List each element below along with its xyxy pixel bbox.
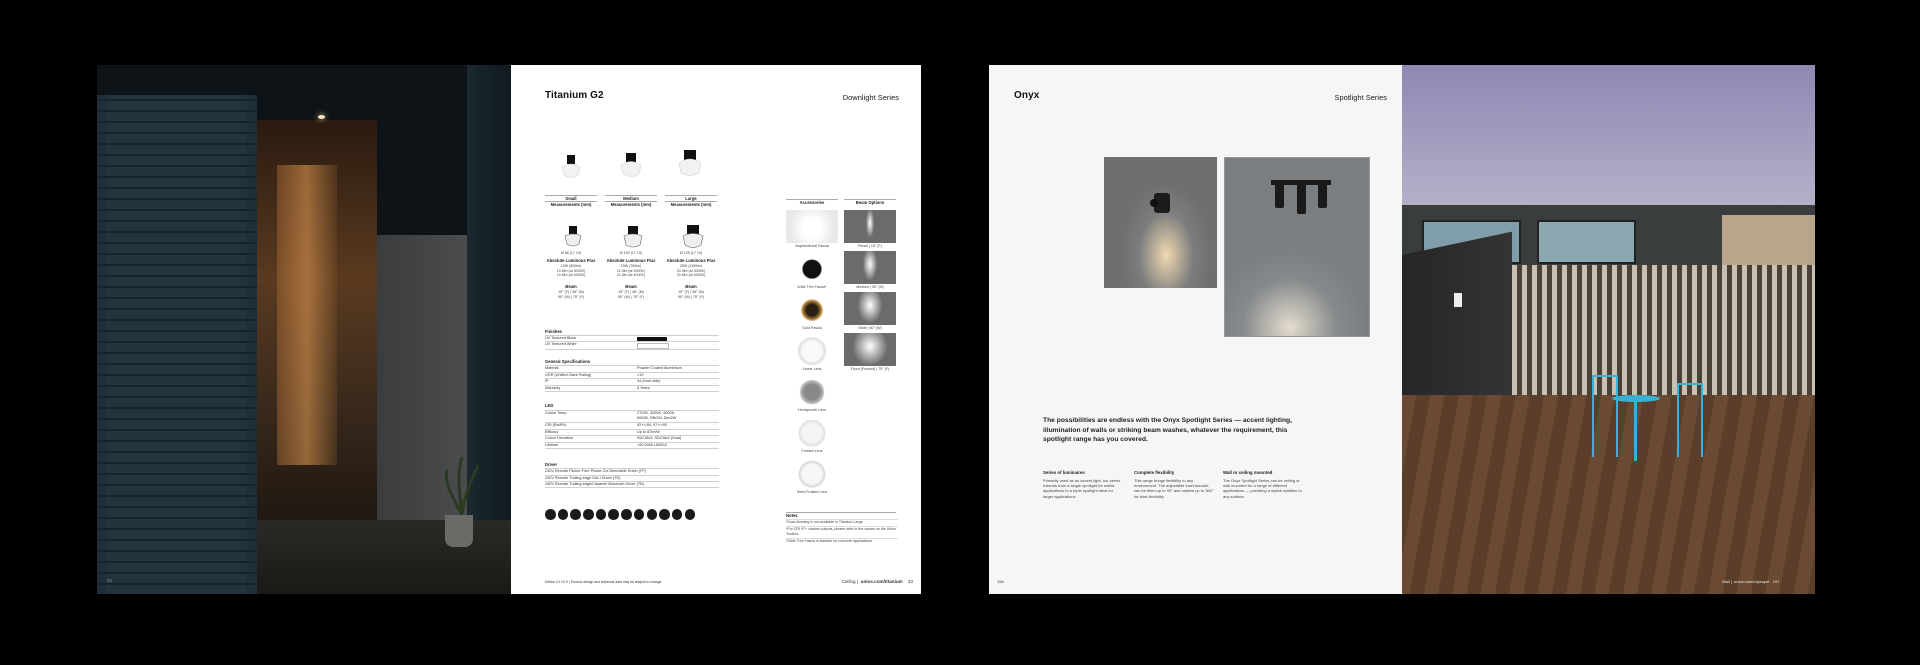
finish-row: UV Textured White [545, 341, 719, 350]
spec-row: Colour Deviation SDCM≤3, SDCM≤2 (Dual) [545, 435, 719, 441]
accessory-image [786, 292, 838, 325]
cert-icon [558, 509, 569, 520]
chair [1592, 375, 1618, 457]
right-spread [989, 65, 1815, 594]
accessory-image [786, 251, 838, 284]
accessory-image [786, 456, 838, 489]
downlight-large-icon [679, 149, 701, 179]
driver-header: Driver [545, 462, 558, 467]
accessory-image [786, 210, 838, 243]
finishes-header: Finishes [545, 329, 562, 334]
beam-options-header: Beam Options [844, 199, 896, 205]
feature-column: Series of luminaires Primarily used as an accent light, our series extends from a single spotlight for subtle applications to a triple spotlight ideal for larger applications. [1043, 470, 1121, 499]
chair [1677, 383, 1703, 457]
left-spread [97, 65, 921, 594]
cert-icon [583, 509, 594, 520]
cert-icon [545, 509, 556, 520]
accessories-header: Accessories [786, 199, 838, 205]
led-header: LED [545, 403, 554, 408]
dimension-medium-icon [622, 224, 644, 254]
spec-row: UGR (Unified Glare Rating) <19 [545, 372, 719, 378]
footer-link[interactable]: unios.com/titanium [860, 579, 903, 584]
beam-image [844, 292, 896, 325]
wall-spotlight-photo [1104, 157, 1217, 288]
spec-row: CRI (Ra/R9) 92+/>50, 97+/>90 [545, 422, 719, 428]
window [1537, 220, 1636, 264]
cert-icon [672, 509, 683, 520]
beam-image [844, 210, 896, 243]
page-number: 32 [107, 578, 113, 583]
spec-row: Warranty 5 Years [545, 385, 719, 392]
series-label: Downlight Series [842, 93, 899, 102]
dimension-small-icon [562, 224, 584, 254]
notes-header: Notes [786, 512, 896, 518]
triple-spotlight-photo [1224, 157, 1370, 337]
certification-icons [545, 509, 695, 520]
downlight-small-icon [560, 153, 582, 183]
driver-row: 240V Remote Flicker-Free Phase-Cut Dimmable Driver (FF) [545, 468, 719, 474]
feature-column: Wall or ceiling mounted The Onyx Spotlight Series can be ceiling or wall mounted for a range of different applications — providing a stylish addition to any surface. [1223, 470, 1302, 499]
ceiling-downlight [318, 115, 325, 119]
spec-row: Efficacy Up to 87lm/W [545, 429, 719, 435]
spec-row: Material Powder Coated Aluminium [545, 365, 719, 371]
architecture-photo [97, 65, 511, 594]
driver-row: 240V Remote Trailing-edge/Casambi Bluetooth Driver (TB) [545, 481, 719, 488]
cert-icon [621, 509, 632, 520]
page-number: 196 [997, 579, 1004, 584]
spec-row: Lifetime >50,000h L80B10 [545, 442, 719, 449]
accessory-image [786, 333, 838, 366]
downlight-medium-icon [620, 151, 642, 181]
cert-icon [608, 509, 619, 520]
cert-icon [570, 509, 581, 520]
accessory-image [786, 415, 838, 448]
spec-row: Colour Temp 2700K, 3000K, 4000K, 5000K, RBGW, Dim2W [545, 410, 719, 421]
cert-icon [596, 509, 607, 520]
plant [442, 455, 482, 515]
beam-image [844, 333, 896, 366]
dimension-large-icon [682, 224, 704, 254]
page-title: Onyx [1014, 90, 1040, 101]
footer-nav: Ceiling | unios.com/titanium 33 [841, 579, 913, 584]
spec-page: Titanium G2 Downlight Series Small Measurements (mm) Ø 86 (17 19) Absolute Luminous Flux 10W (500lm) 10.5lm (at 3000K) 10.5lm (at 4000K) Beam 15° (F) | 36° (M) 60° (W) | 75° (F) Medium Measurements (mm) Ø 100 (17 19) Absolute Luminous Flux 15W (750lm) 11.0lm (at 3000K) 11.3lm (at 4000K) Beam 15° (F) | 36° (M) 60° (W) | 75° (F) Large Measurements (mm) Ø 125 (17 19) Absolute Luminous Flux 25W (1150lm) 20.0lm (at 3000K) 20.5lm (at 4000K) Beam 15° (F) | 36° (M) 60° (W) | 75° (F) Finishes UV Textured Black UV Textured White General Specifications Material Powder Coated Aluminium UGR (Unified Glare Rating) <19 IP 44 (from side) Warranty 5 Years LED Colour Temp 2700K, 3000K, 4000K, 5000K, RBGW, Dim2W CRI (Ra/R9) 92+/>50, 97+/>90 Efficacy Up to 87lm/W Colour Deviation SDCM≤3, SDCM≤2 (Dual) Lifetime >50,000h L80B10 Driver 240V Remote Flicker-Free Phase-Cut Dimmable Driver (FF) 240V Remote Trailing-edge DALI Driver (TD) 240V Remote Trailing-edge/Casambi Bluetooth Driver (TB) Accessories Beam Options Asymmetrical Fascia Wide Trim Fascia* Gold Fascia Linear Lens Honeycomb Lens Frosted Lens Semi-Frosted Lens Pencil | 15° (F) Medium | 36° (M) Wide | 60° (W) Flood (Frosted) | 75° (F) Notes *Dual dimming is not available in Titanium Large *For CRI 97+ custom outputs, please refer to the values on the Unios Toolbox *Wide Trim Fascia is suitable for concrete applications Edition 21 V2.0 | Product design and technical data may be subject to change Ceiling | unios.com/titanium 33 [511, 65, 921, 594]
cert-icon [659, 509, 670, 520]
feature-column: Complete flexibility This range brings flexibility to any environment. The adjustable inset knuckle can be tilted up to 90° and rotated up to 350° for total flexibility. [1134, 470, 1214, 499]
accessory-image [786, 374, 838, 407]
driver-row: 240V Remote Trailing-edge DALI Driver (TD) [545, 475, 719, 481]
general-specs-header: General Specifications [545, 359, 591, 364]
footer-edition: Edition 21 V2.0 | Product design and technical data may be subject to change [545, 580, 662, 584]
wall-light [1454, 293, 1462, 307]
cert-icon [647, 509, 658, 520]
page-title: Titanium G2 [545, 90, 604, 101]
finish-swatch-black [637, 337, 667, 341]
cert-icon [634, 509, 645, 520]
cert-icon [685, 509, 696, 520]
footer-nav: Wall | unios.com/onyxspot 197 [1722, 579, 1780, 584]
beam-image [844, 251, 896, 284]
intro-page [989, 65, 1402, 594]
intro-text: The possibilities are endless with the Onyx Spotlight Series — accent lighting, illumination of walls or striking beam washes, whatever the requirement, this spotlight range has you covered. [1043, 417, 1292, 443]
finish-row: UV Textured Black [545, 335, 719, 341]
spec-row: IP 44 (from side) [545, 378, 719, 384]
footer-link[interactable]: unios.com/onyxspot [1734, 579, 1770, 584]
balcony-photo [1402, 65, 1815, 594]
plant-pot [445, 515, 473, 547]
series-label: Spotlight Series [1334, 93, 1387, 102]
finish-swatch-white [637, 343, 669, 349]
